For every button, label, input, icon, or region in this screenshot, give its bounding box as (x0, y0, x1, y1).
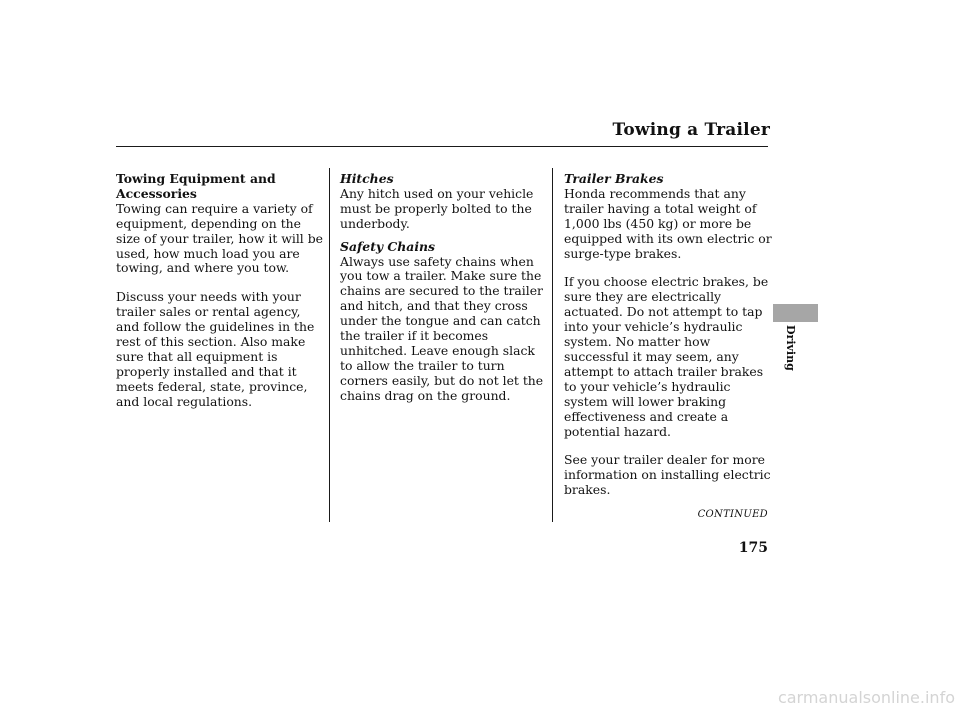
trailer-brakes-paragraph-1: Honda recommends that any trailer having a total weight of 1,000 lbs (450 kg) or more be equipped with its own electric or surge-type brakes. (564, 185, 772, 261)
header-rule (116, 146, 768, 147)
towing-equipment-paragraph-2: Discuss your needs with your trailer sales or rental agency, and follow the guidelines in the rest of this section. Also make sure that all equipment is properly installed and that it meets federal, state, province, and local regulations. (116, 289, 315, 409)
trailer-brakes-paragraph-2: If you choose electric brakes, be sure they are electrically actuated. Do not attempt to tap into your vehicle’s hydraulic system. No matter how successful it may seem, any attempt to attach trailer brakes to your vehicle’s hydraulic system will lower braking effectiveness and create a potential hazard. (564, 274, 769, 439)
safety-chains-paragraph: Always use safety chains when you tow a trailer. Make sure the chains are secured to the trailer and hitch, and that they cross under the tongue and can catch the trailer if it becomes unhitched. Leave enough slack to allow the trailer to turn corners easily, but do not let the chains drag on the ground. (340, 253, 544, 403)
page-title: Towing a Trailer (612, 120, 770, 140)
safety-chains-heading: Safety Chains (340, 238, 436, 254)
trailer-brakes-heading: Trailer Brakes (564, 171, 664, 186)
towing-equipment-heading: Towing Equipment and Accessories (116, 171, 276, 201)
towing-equipment-paragraph-1: Towing can require a variety of equipment, depending on the size of your trailer, how it will be used, how much load you are towing, and where you tow. (116, 200, 323, 276)
trailer-brakes-paragraph-3: See your trailer dealer for more information on installing electric brakes. (564, 452, 771, 498)
column-right (564, 172, 774, 498)
section-tab-marker (773, 304, 818, 322)
hitches-paragraph: Any hitch used on your vehicle must be properly bolted to the underbody. (340, 185, 534, 231)
watermark: carmanualsonline.info (777, 688, 955, 707)
page-number: 175 (738, 540, 768, 556)
column-divider-2 (552, 168, 553, 522)
column-left (116, 172, 326, 410)
continued-label: CONTINUED (697, 509, 768, 520)
column-divider-1 (329, 168, 330, 522)
hitches-heading: Hitches (340, 171, 394, 186)
section-tab-label: Driving (784, 325, 797, 371)
column-middle (340, 172, 550, 404)
